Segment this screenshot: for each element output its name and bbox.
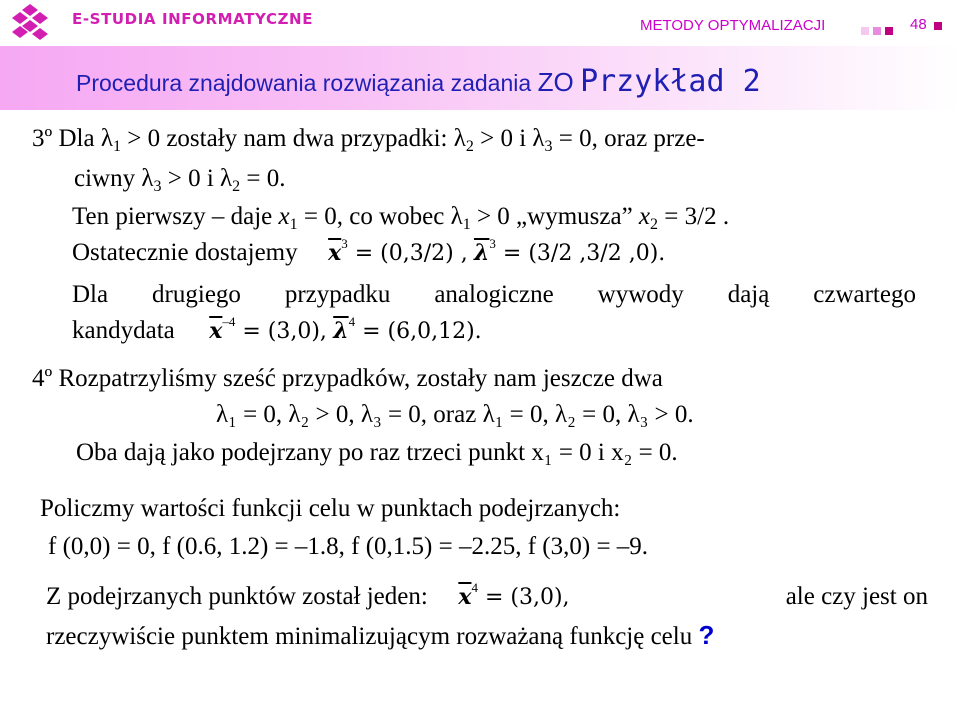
- candidate-line: kandydata $\overline{x}^{-4} = (3,0)$, $\overline{\lambda}^4 = (6,0,12)$.: [72, 314, 482, 344]
- slide-title: [76, 64, 761, 99]
- title-text: Procedura znajdowania rozwiązania zadania: [76, 70, 532, 96]
- course-title: METODY OPTYMALIZACJI: [640, 17, 826, 34]
- second-case-line: [72, 282, 916, 307]
- square-3: [885, 27, 893, 35]
- text: = 0, co wobec λ: [297, 203, 463, 230]
- second-case-word: wywody: [597, 281, 684, 308]
- function-values: f (0,0) = 0, f (0.6, 1.2) = –1.8, f (0,1.5) = –2.25, f (3,0) = –9.: [48, 533, 649, 560]
- page-indicator-squares: [861, 22, 897, 40]
- second-case-word: czwartego: [813, 281, 916, 308]
- text: rzeczywiście punktem minimalizującym rozważaną funkcję celu: [46, 623, 693, 650]
- second-case-word: drugiego: [152, 281, 241, 308]
- text: 3º Dla λ: [32, 125, 113, 152]
- x4-remaining: = (3,0),: [477, 585, 570, 610]
- text: ciwny λ: [74, 165, 154, 192]
- square-2: [873, 27, 881, 35]
- text: > 0 i λ: [161, 165, 233, 192]
- text: Z podejrzanych punktów został jeden:: [46, 583, 428, 610]
- title-example: Przykład 2: [580, 64, 761, 99]
- text: > 0 „wymusza”: [470, 203, 639, 230]
- text: kandydata: [72, 317, 175, 344]
- last-line: [46, 622, 714, 649]
- text: = 3/2 .: [658, 203, 730, 230]
- text: ale czy jest on: [785, 583, 928, 610]
- page-number: 48: [910, 16, 927, 33]
- second-case-word: przypadku: [284, 281, 391, 308]
- brand-name: E-STUDIA INFORMATYCZNE: [72, 10, 314, 28]
- remaining-line: Z podejrzanych punktów został jeden: $\overline{x}^4 = (3,0)$, ale czy jest on: [46, 580, 928, 610]
- x4-value: = (3,0),: [235, 319, 327, 344]
- square-1: [861, 27, 869, 35]
- title-zo: ZO: [537, 67, 574, 97]
- first-case-line: Ten pierwszy – daje $x_1 = 0$, co wobec $\lambda_1 > 0$ „wymusza” $x_2 = 3/2$ .: [72, 203, 730, 233]
- second-case-word: dają: [727, 281, 770, 308]
- lambda3-value: = (3/2 ,3/2 ,0).: [495, 241, 666, 266]
- paragraph-4: 4º Rozpatrzyliśmy sześć przypadków, zostały nam jeszcze dwa: [32, 365, 663, 392]
- logo-icon: [8, 4, 54, 42]
- paragraph-3-line-1: 3º Dla $\lambda_1 > 0$ zostały nam dwa przypadki: $\lambda_2 > 0$ i $\lambda_3 = 0$, oraz prze-: [32, 125, 705, 155]
- second-case-word: Dla: [72, 281, 109, 308]
- both-cases-line: Oba dają jako podejrzany po raz trzeci punkt x₁ = 0 i x₂ = 0.: [76, 439, 678, 466]
- x3-value: = (0,3/2) ,: [347, 241, 468, 266]
- text: Ostatecznie dostajemy: [72, 239, 298, 266]
- question-mark: ?: [698, 620, 715, 650]
- text: > 0 zostały nam dwa przypadki: λ: [120, 125, 466, 152]
- text: > 0 i λ: [473, 125, 545, 152]
- text: Ten pierwszy – daje: [72, 203, 279, 230]
- compute-line: Policzmy wartości funkcji celu w punktach podejrzanych:: [40, 495, 621, 522]
- paragraph-3-line-2: ciwny $\lambda_3 > 0$ i $\lambda_2 = 0$.: [74, 165, 286, 195]
- final-line: Ostatecznie dostajemy $\overline{x}^3 = (0,3/2)$ , $\overline{\lambda}^3 = (3/2$ ,3/2 ,0).: [72, 236, 666, 266]
- text: = 0.: [240, 165, 286, 192]
- text: = 0, oraz prze-: [552, 125, 705, 152]
- page-number-square: [934, 22, 942, 30]
- paragraph-4-cases: λ₁ = 0, λ₂ > 0, λ₃ = 0, oraz λ₁ = 0, λ₂ = 0, λ₃ > 0.: [216, 401, 694, 428]
- second-case-word: analogiczne: [434, 281, 554, 308]
- lambda4-value: = (6,0,12).: [355, 319, 482, 344]
